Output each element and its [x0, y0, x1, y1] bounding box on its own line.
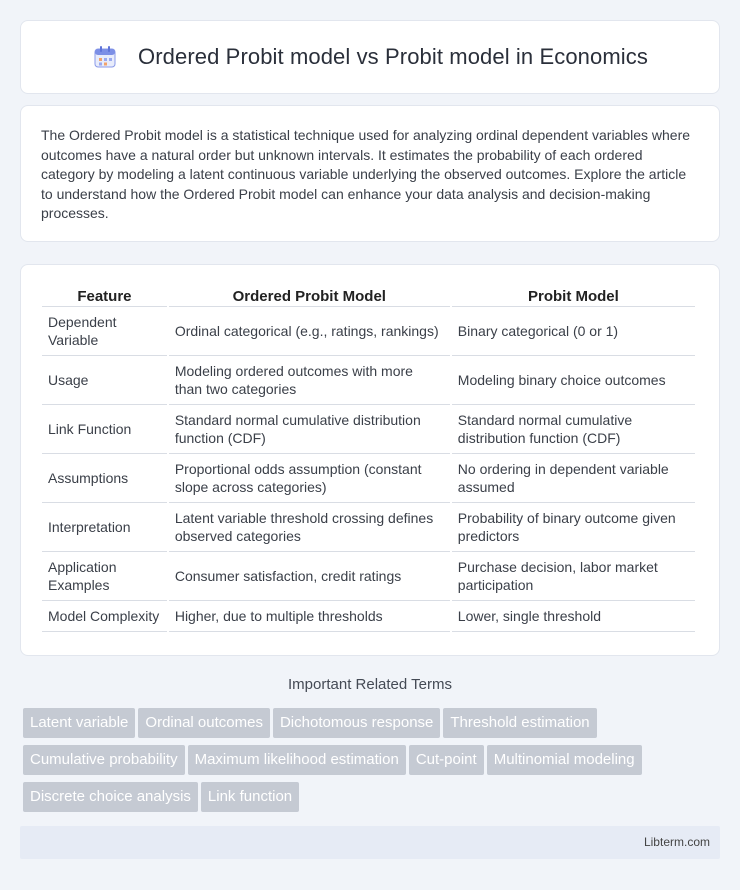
table-row: [42, 552, 695, 601]
ordered-probit-cell: Higher, due to multiple thresholds: [169, 601, 450, 632]
probit-cell: Standard normal cumulative distribution function (CDF): [452, 405, 695, 454]
comparison-table: [40, 285, 697, 632]
tag-dichotomous-response[interactable]: Dichotomous response: [273, 708, 440, 738]
probit-cell: Binary categorical (0 or 1): [452, 307, 695, 356]
ordered-probit-cell: Standard normal cumulative distribution function (CDF): [169, 405, 450, 454]
tag-cumulative-probability[interactable]: Cumulative probability: [23, 745, 185, 775]
intro-card: [20, 105, 720, 242]
table-header-row: [42, 285, 695, 307]
ordered-probit-cell: Proportional odds assumption (constant slope across categories): [169, 454, 450, 503]
tag-link-function[interactable]: Link function: [201, 782, 299, 812]
calendar-icon: [92, 44, 118, 70]
tag-latent-variable[interactable]: Latent variable: [23, 708, 135, 738]
comparison-card: [20, 264, 720, 656]
related-terms-heading: Important Related Terms: [288, 676, 452, 693]
footer: [20, 826, 720, 859]
feature-cell: Link Function: [42, 405, 167, 454]
footer-site-link[interactable]: Libterm.com: [643, 835, 710, 849]
header-ordered-probit: Ordered Probit Model: [169, 285, 450, 307]
ordered-probit-cell: Latent variable threshold crossing defines observed categories: [169, 503, 450, 552]
table-row: [42, 356, 695, 405]
probit-cell: Probability of binary outcome given predictors: [452, 503, 695, 552]
title-card: [20, 20, 720, 94]
table-row: [42, 405, 695, 454]
tag-ordinal-outcomes[interactable]: Ordinal outcomes: [138, 708, 270, 738]
feature-cell: Application Examples: [42, 552, 167, 601]
feature-cell: Model Complexity: [42, 601, 167, 632]
ordered-probit-cell: Modeling ordered outcomes with more than two categories: [169, 356, 450, 405]
page-title: Ordered Probit model vs Probit model in Economics: [138, 44, 648, 69]
ordered-probit-cell: Consumer satisfaction, credit ratings: [169, 552, 450, 601]
table-row: [42, 503, 695, 552]
header-probit: Probit Model: [452, 285, 695, 307]
table-row: [42, 307, 695, 356]
feature-cell: Dependent Variable: [42, 307, 167, 356]
tag-multinomial-modeling[interactable]: Multinomial modeling: [487, 745, 642, 775]
related-terms-list: [23, 708, 723, 819]
feature-cell: Usage: [42, 356, 167, 405]
intro-paragraph: The Ordered Probit model is a statistical technique used for analyzing ordinal dependent variables where outcomes have a natural order but unknown intervals. It estimates the probability of each ordered category by modeling a latent continuous variable underlying the observed outcomes. Explore the article to understand how the Ordered Probit model can enhance your data analysis and decision-making processes.: [41, 127, 691, 221]
header-feature: Feature: [42, 285, 167, 307]
probit-cell: Purchase decision, labor market participation: [452, 552, 695, 601]
feature-cell: Interpretation: [42, 503, 167, 552]
tag-discrete-choice-analysis[interactable]: Discrete choice analysis: [23, 782, 198, 812]
probit-cell: Modeling binary choice outcomes: [452, 356, 695, 405]
probit-cell: No ordering in dependent variable assumed: [452, 454, 695, 503]
tag-maximum-likelihood-estimation[interactable]: Maximum likelihood estimation: [188, 745, 406, 775]
ordered-probit-cell: Ordinal categorical (e.g., ratings, rankings): [169, 307, 450, 356]
table-row: [42, 601, 695, 632]
tag-cut-point[interactable]: Cut-point: [409, 745, 484, 775]
probit-cell: Lower, single threshold: [452, 601, 695, 632]
tag-threshold-estimation[interactable]: Threshold estimation: [443, 708, 596, 738]
table-row: [42, 454, 695, 503]
feature-cell: Assumptions: [42, 454, 167, 503]
